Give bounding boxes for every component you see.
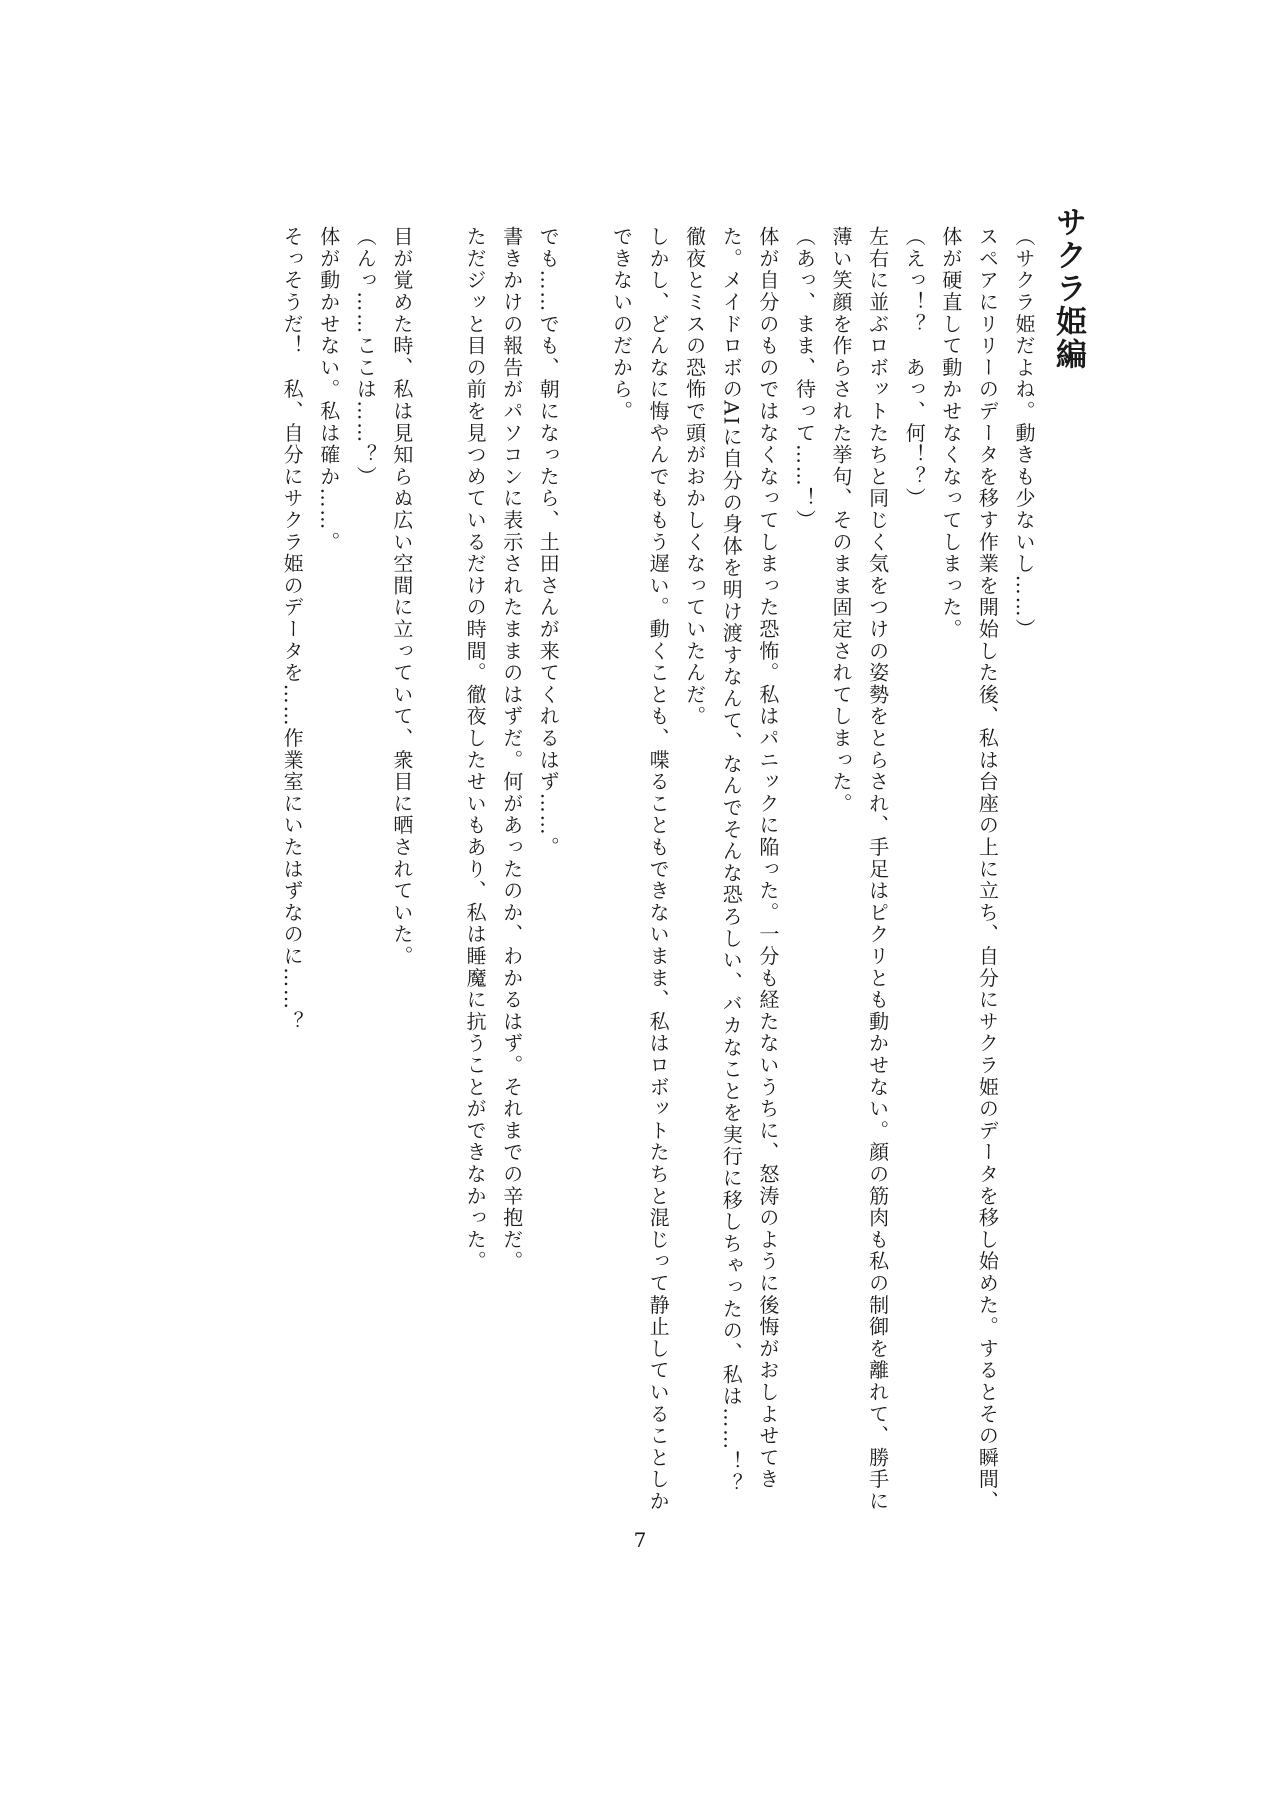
paragraph: 左右に並ぶロボットたちと同じく気をつけの姿勢をとらされ、手足はピクリとも動かせない。顔の筋肉も私の制御を離れて、勝手に薄い笑顔を作らされた挙句、そのまま固定されてしまった。 (829, 226, 890, 1513)
paragraph: そっそうだ！ 私、自分にサクラ姫のデータを……作業室にいたはずなのに……？ (280, 226, 305, 1033)
paragraph: 徹夜とミスの恐怖で頭がおかしくなっていたんだ。 (682, 226, 707, 728)
paragraph: （あっ、まま、待って……！） (792, 226, 817, 532)
paragraph: 体が自分のものではなくなってしまった恐怖。私はパニックに陥った。一分も経たないうちに、怒涛のように後悔がおしよせてきた。メイドロボのAIに自分の身体を明け渡すなんて、なんでそんな恐ろしい、バカなことを実行に移しちゃったの、私は……！？ (719, 226, 780, 1495)
paragraph: 書きかけの報告がパソコンに表示されたままのはずだ。何があったのか、わかるはず。それまでの辛抱だ。 (499, 226, 524, 1273)
paragraph: （えっ！？ あっ、何！？） (902, 226, 927, 510)
paragraph: ただジッと目の前を見つめているだけの時間。徹夜したせいもあり、私は睡魔に抗うことができなかった。 (463, 226, 488, 1273)
paragraph: （サクラ姫だよね。動きも少ないし……） (1012, 226, 1036, 641)
body-text (274, 226, 1042, 1516)
page-number: 7 (633, 1528, 647, 1552)
blank-line (420, 226, 457, 1516)
paragraph: 目が覚めた時、私は見知らぬ広い空間に立っていて、衆目に晒されていた。 (389, 226, 414, 968)
paragraph: しかし、どんなに悔やんでももう遅い。動くことも、喋ることもできないまま、私はロボットたちと混じって静止していることしかできないのだから。 (609, 226, 671, 1513)
paragraph: 体が動かせない。私は確か……。 (316, 226, 341, 553)
chapter-title: サクラ姫編 (1050, 206, 1086, 371)
paragraph: スペアにリリーのデータを移す作業を開始した後、私は台座の上に立ち、自分にサクラ姫のデータを移し始めた。するとその瞬間、体が硬直して動かせなくなってしまった。 (938, 226, 1000, 1513)
paragraph: でも……でも、朝になったら、土田さんが来てくれるはず……。 (536, 226, 561, 859)
blank-line (566, 226, 603, 1516)
paragraph: （んっ……ここは……？） (353, 226, 378, 488)
